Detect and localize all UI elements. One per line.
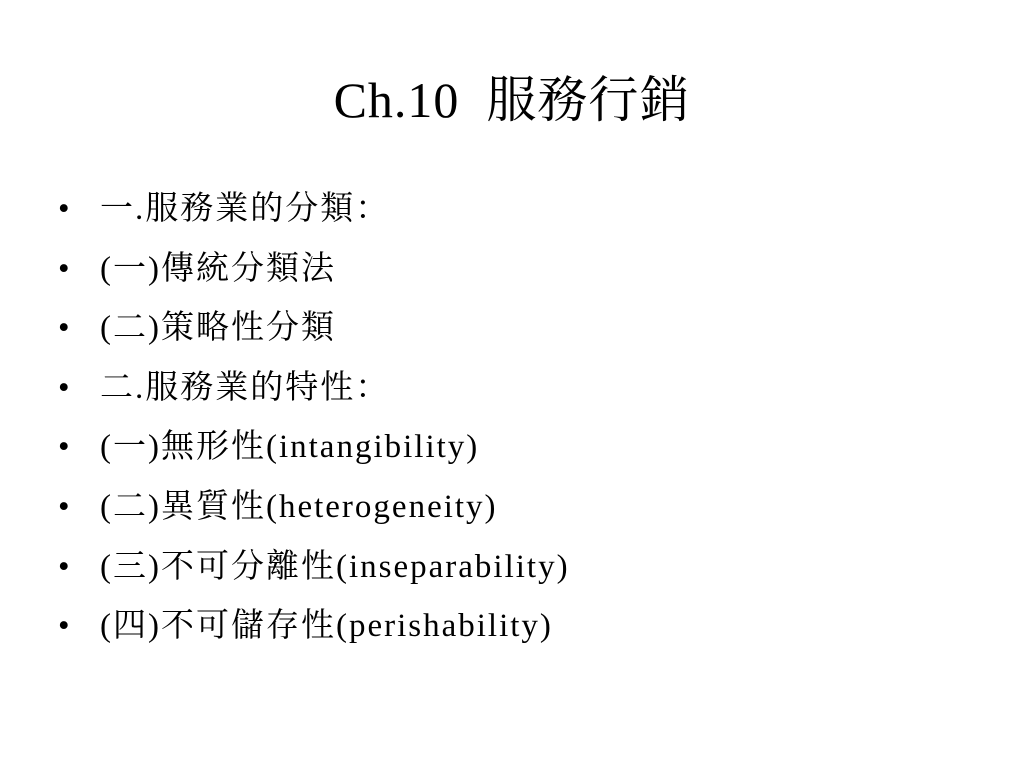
- bullet-text: (一)傳統分類法: [100, 250, 336, 287]
- bullet-item: [58, 597, 978, 657]
- bullet-item: [58, 299, 978, 359]
- bullet-text: (二)異質性(heterogeneity): [100, 488, 498, 525]
- slide-title: Ch.10 服務行銷: [333, 72, 691, 128]
- bullet-text: 二.服務業的特性：: [100, 369, 391, 406]
- bullet-dot-icon: •: [58, 369, 70, 406]
- bullet-dot-icon: •: [58, 191, 70, 227]
- bullet-text: (三)不可分離性(inseparability): [100, 548, 570, 585]
- bullet-item: [58, 478, 978, 538]
- bullet-dot-icon: •: [58, 608, 70, 645]
- bullet-item: [58, 180, 978, 240]
- bullet-dot-icon: •: [58, 310, 70, 347]
- bullet-text: 一.服務業的分類：: [100, 191, 391, 227]
- bullet-list: [58, 180, 978, 657]
- bullet-item: [58, 538, 978, 598]
- bullet-dot-icon: •: [58, 488, 70, 525]
- bullet-text: (二)策略性分類: [100, 310, 336, 347]
- bullet-item: [58, 359, 978, 419]
- bullet-dot-icon: •: [58, 548, 70, 585]
- bullet-item: [58, 418, 978, 478]
- bullet-item: [58, 240, 978, 300]
- bullet-dot-icon: •: [58, 250, 70, 287]
- bullet-dot-icon: •: [58, 429, 70, 466]
- bullet-text: (一)無形性(intangibility): [100, 429, 480, 466]
- bullet-text: (四)不可儲存性(perishability): [100, 608, 553, 645]
